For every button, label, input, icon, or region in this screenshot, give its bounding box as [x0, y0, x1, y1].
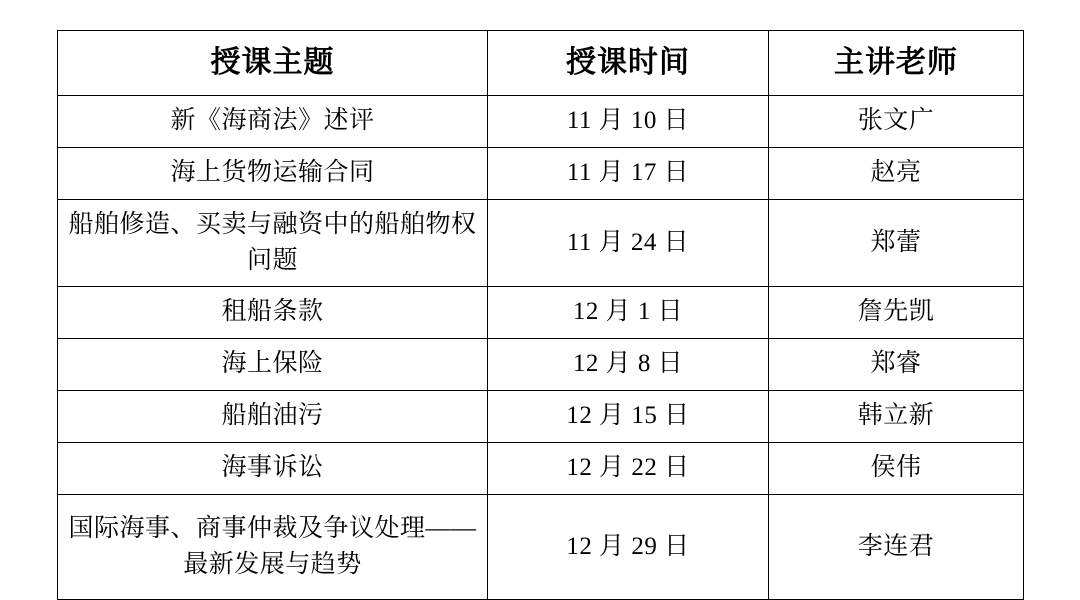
table-row	[58, 391, 1024, 443]
cell-topic: 海上货物运输合同	[58, 148, 488, 200]
schedule-table-container	[57, 30, 1023, 600]
cell-topic: 船舶油污	[58, 391, 488, 443]
cell-topic: 船舶修造、买卖与融资中的船舶物权问题	[58, 200, 488, 287]
column-header-date: 授课时间	[488, 31, 769, 96]
cell-date: 12 月 22 日	[488, 443, 769, 495]
cell-teacher: 赵亮	[769, 148, 1024, 200]
cell-date: 12 月 29 日	[488, 495, 769, 600]
table-row	[58, 443, 1024, 495]
cell-date: 12 月 15 日	[488, 391, 769, 443]
table-body	[58, 96, 1024, 600]
table-header	[58, 31, 1024, 96]
table-row	[58, 287, 1024, 339]
schedule-table	[57, 30, 1024, 600]
cell-teacher: 韩立新	[769, 391, 1024, 443]
table-row	[58, 148, 1024, 200]
cell-teacher: 侯伟	[769, 443, 1024, 495]
cell-teacher: 詹先凯	[769, 287, 1024, 339]
table-row	[58, 200, 1024, 287]
cell-date: 12 月 8 日	[488, 339, 769, 391]
cell-date: 11 月 24 日	[488, 200, 769, 287]
column-header-teacher: 主讲老师	[769, 31, 1024, 96]
table-header-row	[58, 31, 1024, 96]
cell-date: 12 月 1 日	[488, 287, 769, 339]
cell-topic: 国际海事、商事仲裁及争议处理——最新发展与趋势	[58, 495, 488, 600]
cell-teacher: 郑蕾	[769, 200, 1024, 287]
cell-topic: 新《海商法》述评	[58, 96, 488, 148]
cell-topic: 租船条款	[58, 287, 488, 339]
table-row	[58, 495, 1024, 600]
cell-date: 11 月 10 日	[488, 96, 769, 148]
cell-teacher: 郑睿	[769, 339, 1024, 391]
cell-topic: 海事诉讼	[58, 443, 488, 495]
table-row	[58, 339, 1024, 391]
table-row	[58, 96, 1024, 148]
cell-teacher: 张文广	[769, 96, 1024, 148]
cell-topic: 海上保险	[58, 339, 488, 391]
cell-teacher: 李连君	[769, 495, 1024, 600]
column-header-topic: 授课主题	[58, 31, 488, 96]
cell-date: 11 月 17 日	[488, 148, 769, 200]
